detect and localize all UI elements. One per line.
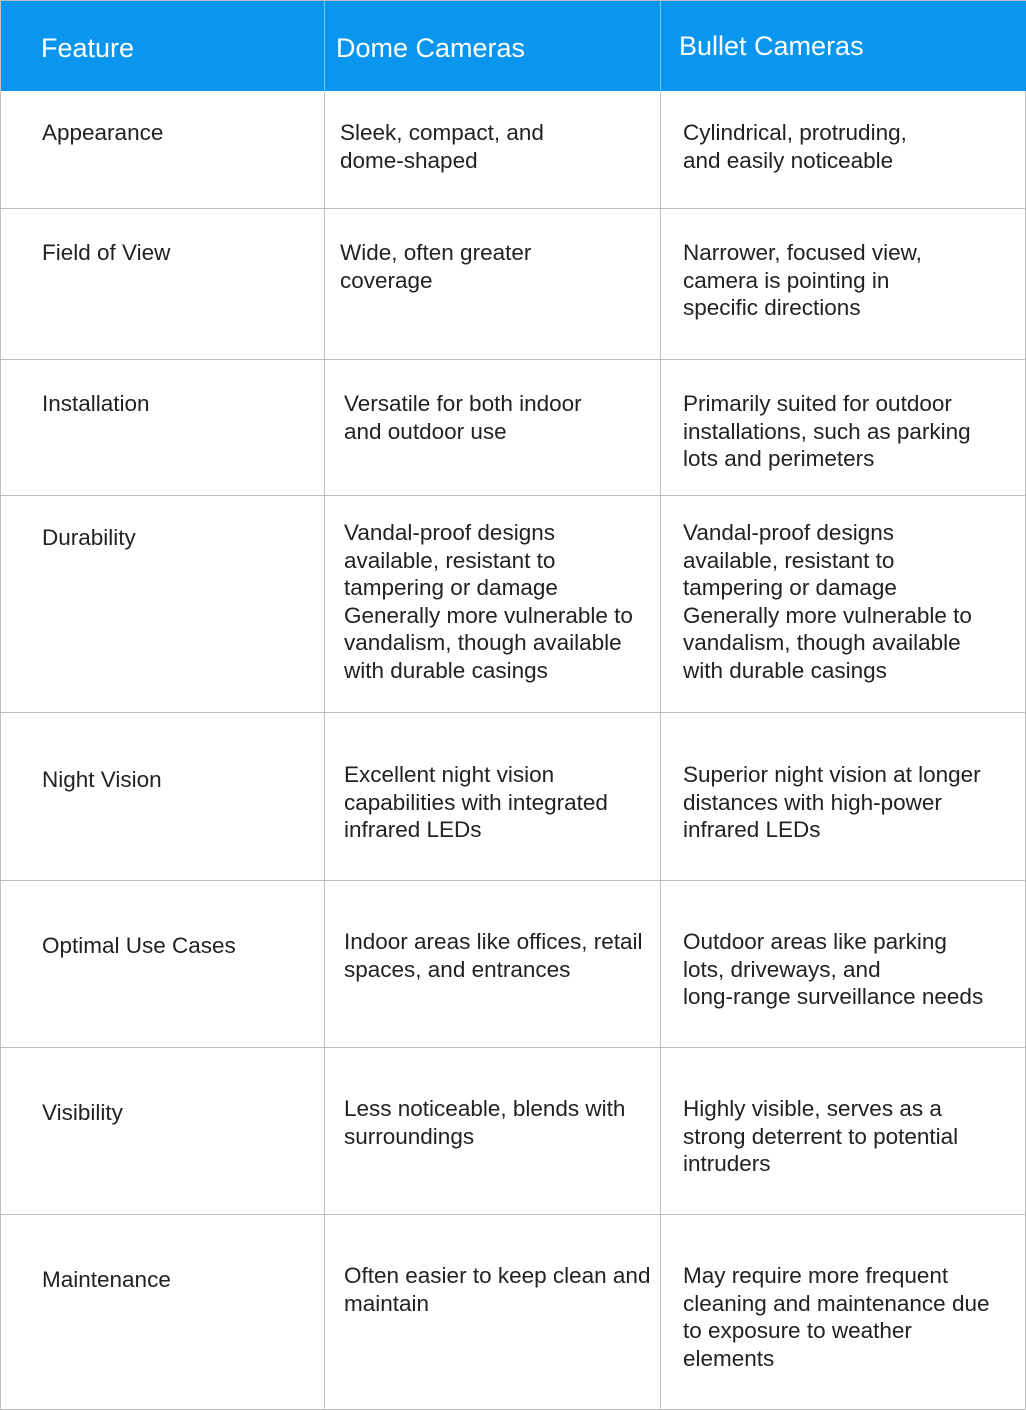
bullet-durability: Vandal-proof designs available, resistant to tampering or damage Generally more vulnerable to vandalism, though available with durable casings	[683, 520, 972, 683]
row-divider	[1, 712, 1026, 713]
feature-label-installation: Installation	[42, 391, 150, 416]
dome-field-of-view: Wide, often greater coverage	[340, 240, 532, 293]
header-dome-cameras: Dome Cameras	[336, 33, 526, 63]
dome-visibility: Less noticeable, blends with surroundings	[344, 1096, 626, 1149]
bullet-field-of-view: Narrower, focused view, camera is pointing in specific directions	[683, 240, 922, 321]
feature-label-night-vision: Night Vision	[42, 767, 162, 792]
header-divider	[660, 1, 661, 91]
bullet-installation: Primarily suited for outdoor installations, such as parking lots and perimeters	[683, 391, 971, 472]
row-divider	[1, 495, 1026, 496]
bullet-visibility: Highly visible, serves as a strong deterrent to potential intruders	[683, 1096, 959, 1177]
bullet-night-vision: Superior night vision at longer distances with high-power infrared LEDs	[683, 762, 981, 843]
row-divider	[1, 1047, 1026, 1048]
dome-optimal-use-cases: Indoor areas like offices, retail spaces, and entrances	[344, 929, 643, 982]
header-bullet-cameras: Bullet Cameras	[679, 31, 864, 61]
row-divider	[1, 208, 1026, 209]
dome-installation: Versatile for both indoor and outdoor use	[344, 391, 582, 444]
column-divider	[324, 91, 325, 1409]
feature-label-appearance: Appearance	[42, 120, 164, 145]
feature-label-durability: Durability	[42, 525, 136, 550]
row-divider	[1, 1214, 1026, 1215]
bullet-maintenance: May require more frequent cleaning and maintenance due to exposure to weather elements	[683, 1263, 990, 1371]
feature-label-field-of-view: Field of View	[42, 240, 171, 265]
feature-label-optimal-use-cases: Optimal Use Cases	[42, 933, 236, 958]
feature-label-maintenance: Maintenance	[42, 1267, 171, 1292]
header-feature: Feature	[41, 33, 135, 63]
row-divider	[1, 359, 1026, 360]
bullet-optimal-use-cases: Outdoor areas like parking lots, driveways, and long-range surveillance needs	[683, 929, 984, 1010]
dome-durability: Vandal-proof designs available, resistant to tampering or damage Generally more vulnerable to vandalism, though available with durable casings	[344, 520, 633, 683]
feature-label-visibility: Visibility	[42, 1100, 123, 1125]
header-divider	[324, 1, 325, 91]
row-divider	[1, 880, 1026, 881]
dome-night-vision: Excellent night vision capabilities with integrated infrared LEDs	[344, 762, 608, 843]
dome-maintenance: Often easier to keep clean and maintain	[344, 1263, 651, 1316]
column-divider	[660, 91, 661, 1409]
dome-appearance: Sleek, compact, and dome-shaped	[340, 120, 544, 173]
table-header	[1, 1, 1026, 91]
bullet-appearance: Cylindrical, protruding, and easily noticeable	[683, 120, 907, 173]
